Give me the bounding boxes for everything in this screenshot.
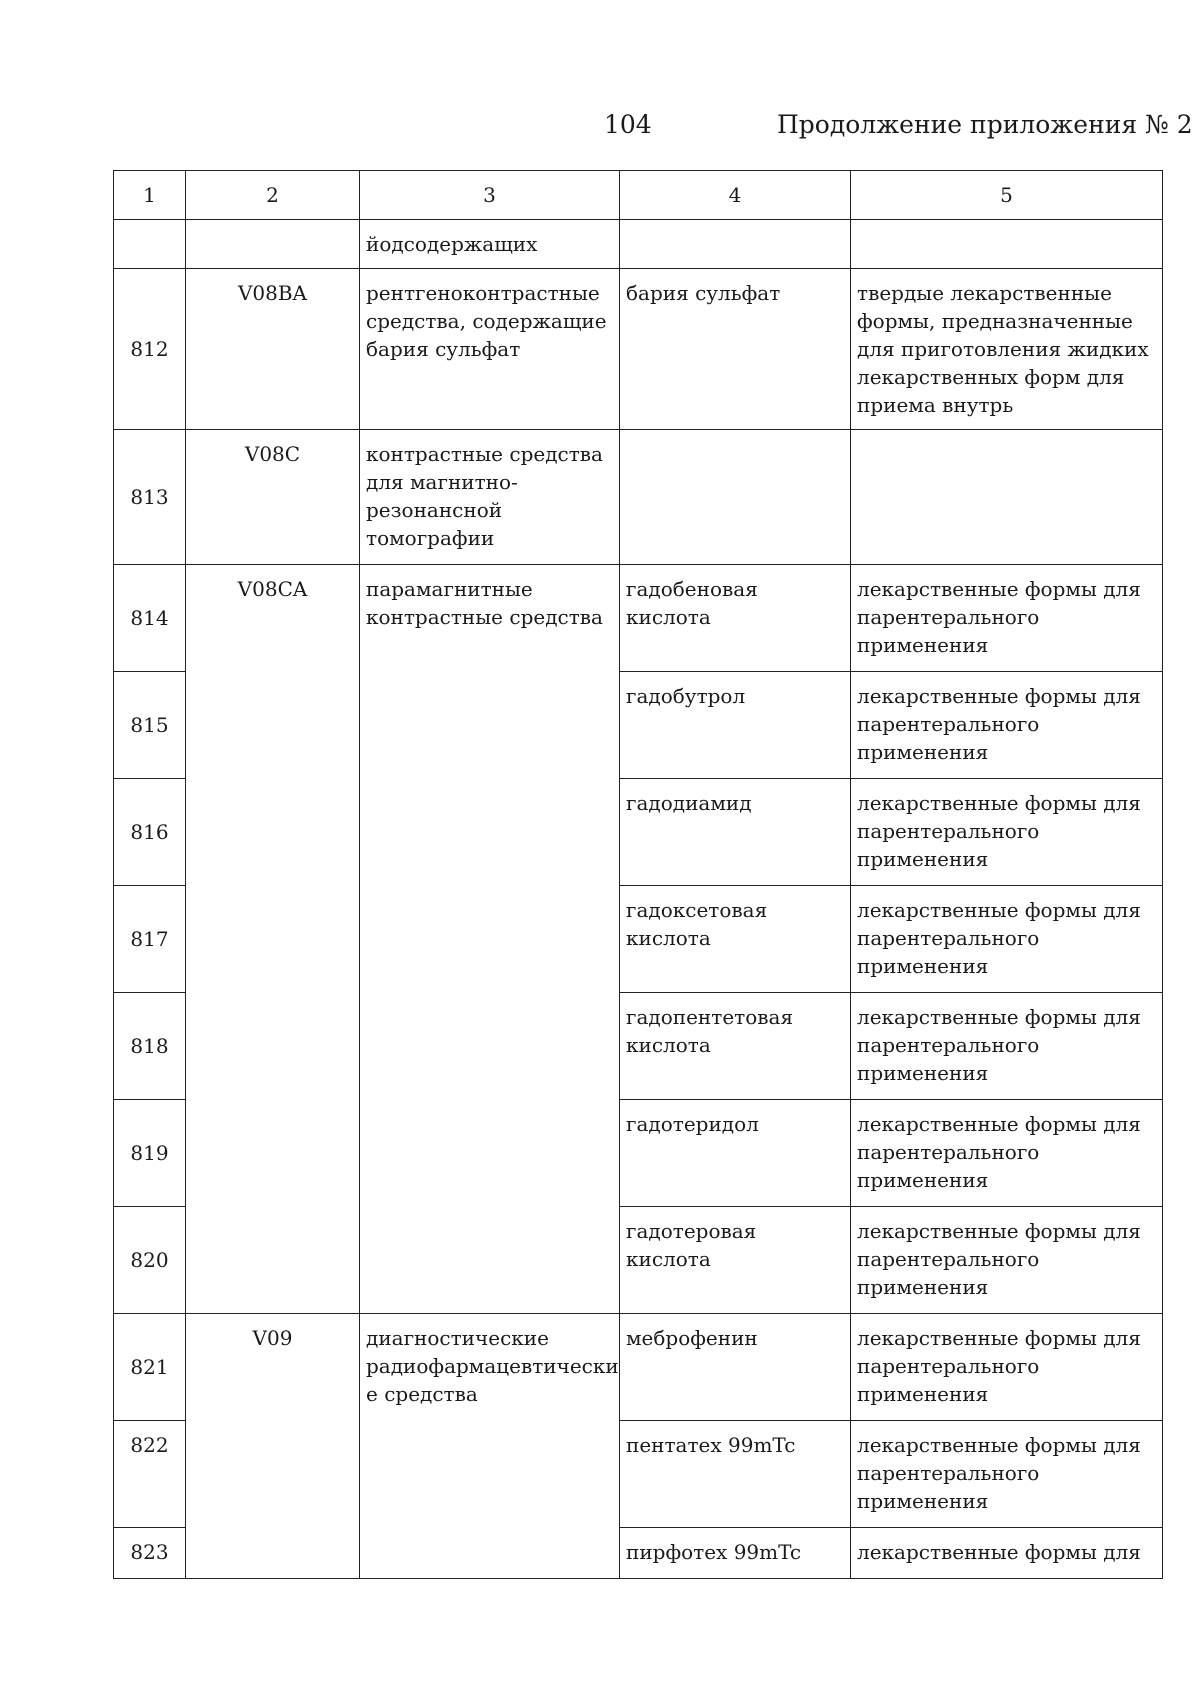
column-header: 4 <box>620 171 851 220</box>
page-number: 104 <box>604 110 652 139</box>
table-row <box>114 269 1163 430</box>
code-cell: V08BA <box>186 269 360 430</box>
form-cell: лекарственные формы для парентерального применения <box>851 565 1163 672</box>
form-cell: лекарственные формы для парентерального применения <box>851 1207 1163 1314</box>
table-row <box>114 220 1163 269</box>
row-number-cell: 814 <box>114 565 186 672</box>
form-cell: лекарственные формы для парентерального применения <box>851 672 1163 779</box>
substance-cell: меброфенин <box>620 1314 851 1421</box>
form-cell <box>851 220 1163 269</box>
substance-cell: гадотеровая кислота <box>620 1207 851 1314</box>
row-number-cell: 821 <box>114 1314 186 1421</box>
form-cell: лекарственные формы для парентерального применения <box>851 993 1163 1100</box>
substance-cell: гадопентетовая кислота <box>620 993 851 1100</box>
row-number-cell: 822 <box>114 1421 186 1528</box>
drug-table <box>113 170 1163 1579</box>
substance-cell: бария сульфат <box>620 269 851 430</box>
substance-cell <box>620 430 851 565</box>
form-cell: лекарственные формы для <box>851 1528 1163 1579</box>
code-cell: V08CA <box>186 565 360 1314</box>
table-row <box>114 565 1163 672</box>
row-number-cell: 823 <box>114 1528 186 1579</box>
substance-cell: гадоксетовая кислота <box>620 886 851 993</box>
code-cell <box>186 220 360 269</box>
column-header: 2 <box>186 171 360 220</box>
substance-cell: гадотеридол <box>620 1100 851 1207</box>
row-number-cell: 815 <box>114 672 186 779</box>
page-header: Продолжение приложения № 2 <box>777 110 1193 139</box>
table-row <box>114 430 1163 565</box>
form-cell: лекарственные формы для парентерального применения <box>851 1100 1163 1207</box>
form-cell: лекарственные формы для парентерального применения <box>851 886 1163 993</box>
row-number-cell: 816 <box>114 779 186 886</box>
row-number-cell: 813 <box>114 430 186 565</box>
column-header: 3 <box>360 171 620 220</box>
row-number-cell <box>114 220 186 269</box>
form-cell: лекарственные формы для парентерального применения <box>851 1314 1163 1421</box>
column-header: 5 <box>851 171 1163 220</box>
form-cell: твердые лекарственные формы, предназначенные для приготовления жидких лекарственных форм для приема внутрь <box>851 269 1163 430</box>
substance-cell: пирфотех 99mTc <box>620 1528 851 1579</box>
table-header-row <box>114 171 1163 220</box>
form-cell <box>851 430 1163 565</box>
row-number-cell: 819 <box>114 1100 186 1207</box>
substance-cell: гадодиамид <box>620 779 851 886</box>
group-cell: диагностические радиофармацевтически е средства <box>360 1314 620 1579</box>
row-number-cell: 818 <box>114 993 186 1100</box>
group-cell: йодсодержащих <box>360 220 620 269</box>
form-cell: лекарственные формы для парентерального применения <box>851 1421 1163 1528</box>
table-row <box>114 1314 1163 1421</box>
substance-cell: гадобутрол <box>620 672 851 779</box>
group-cell: рентгеноконтрастные средства, содержащие бария сульфат <box>360 269 620 430</box>
group-cell: парамагнитные контрастные средства <box>360 565 620 1314</box>
form-cell: лекарственные формы для парентерального применения <box>851 779 1163 886</box>
code-cell: V08C <box>186 430 360 565</box>
substance-cell: гадобеновая кислота <box>620 565 851 672</box>
group-cell: контрастные средства для магнитно-резонансной томографии <box>360 430 620 565</box>
row-number-cell: 817 <box>114 886 186 993</box>
substance-cell <box>620 220 851 269</box>
column-header: 1 <box>114 171 186 220</box>
substance-cell: пентатех 99mTc <box>620 1421 851 1528</box>
row-number-cell: 812 <box>114 269 186 430</box>
code-cell: V09 <box>186 1314 360 1579</box>
row-number-cell: 820 <box>114 1207 186 1314</box>
